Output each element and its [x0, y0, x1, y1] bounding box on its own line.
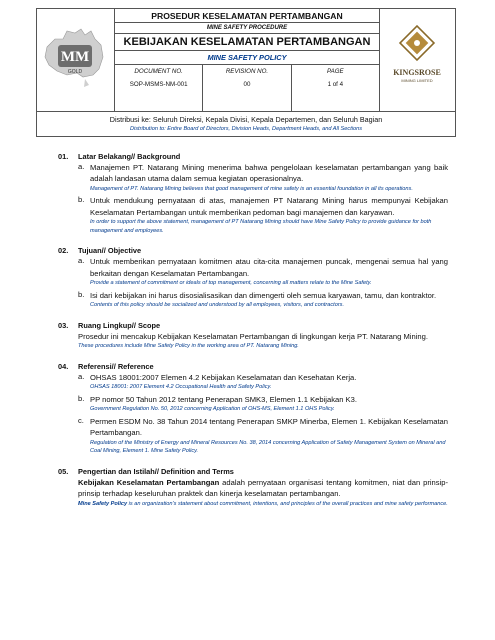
- procedure-subtitle: MINE SAFETY PROCEDURE: [115, 23, 379, 34]
- item-label: a.: [78, 162, 85, 171]
- list-item: [78, 394, 448, 414]
- definition-text-en: [78, 500, 448, 509]
- item-text-en: Management of PT. Natarang Mining believes that good management of mine safety is an essential foundation in all its operations.: [90, 185, 413, 192]
- distribution-text: Distribusi ke: Seluruh Direksi, Kepala Divisi, Kepala Departemen, dan Seluruh Bagian: [109, 115, 383, 124]
- list-item: [78, 256, 448, 287]
- item-label: a.: [78, 256, 85, 266]
- page-cell: [292, 65, 379, 111]
- document-info-row: [115, 65, 379, 111]
- policy-title: KEBIJAKAN KESELAMATAN PERTAMBANGAN: [115, 34, 379, 51]
- document-body: [58, 152, 448, 508]
- scope-text-en: These procedures include Mine Safety Policy in the working area of PT. Natarang Mining.: [78, 343, 299, 350]
- procedure-title: PROSEDUR KESELAMATAN PERTAMBANGAN: [115, 9, 379, 23]
- item-text: Untuk mendukung pernyataan di atas, manajemen PT Natarang Mining harus mempunyai Kebijakan Keselamatan Pertambangan untuk memberikan pedoman bagi manajemen dan karyawan.: [90, 196, 448, 217]
- scope-text: Prosedur ini mencakup Kebijakan Keselamatan Pertambangan di lingkungan kerja PT. Natarang Mining.: [78, 331, 428, 341]
- section-number: 02.: [58, 246, 69, 256]
- section-number: 04.: [58, 361, 69, 371]
- logo-left-sub: GOLD: [67, 69, 83, 75]
- item-text: Isi dari kebijakan ini harus disosialisasikan dan dimengerti oleh semua karyawan, tamu, dan kontraktor.: [90, 290, 437, 300]
- document-header: [36, 8, 456, 137]
- revision-no-value: 00: [243, 81, 251, 88]
- list-item: [78, 372, 448, 392]
- section-reference-heading: [58, 362, 448, 371]
- item-text-en: In order to support the above statement, management of PT Natarang Mining should have Mine Safety Policy to provide guidance for both management and employees.: [90, 219, 432, 234]
- item-text: Untuk memberikan pernyataan komitmen atau cita-cita manajemen puncak, mengenai semua hal yang berkaitan dengan Keselamatan Pertambangan.: [90, 257, 448, 278]
- logo-left-text: MM: [60, 49, 90, 65]
- distribution-block: [37, 111, 455, 138]
- item-label: c.: [78, 415, 84, 425]
- page-label: PAGE: [326, 68, 344, 75]
- section-title: Latar Belakang// Background: [78, 152, 181, 161]
- logo-right-text: KINGSROSE: [393, 68, 441, 77]
- item-text-en: OHSAS 18001: 2007 Element 4.2 Occupational Health and Safety Policy.: [90, 384, 272, 391]
- definition-body: adalah pernyataan organisasi tentang komitmen, niat dan prinsip-prinsip terhadap keseluruhan praktek dan kinerja keselamatan pertambangan.: [78, 477, 448, 499]
- document-no-cell: [115, 65, 203, 111]
- section-scope-heading: [58, 321, 448, 330]
- definition-text: [78, 477, 448, 500]
- logo-right-sub: MINING LIMITED: [401, 78, 433, 83]
- section-title: Ruang Lingkup// Scope: [78, 320, 161, 330]
- kingsrose-logo: [380, 9, 454, 109]
- item-label: a.: [78, 371, 85, 381]
- document-no-value: SOP-MSMS-NM-001: [129, 81, 188, 88]
- item-text: Manajemen PT. Natarang Mining menerima bahwa pengelolaan keselamatan pertambangan yang baik adalah landasan utama dalam semua kegiatan operasionalnya.: [90, 163, 448, 184]
- document-no-label: DOCUMENT NO.: [134, 68, 183, 75]
- definition-body-en: is an organization's statement about commitment, intentions, and principles of the overall practices and mine safety performance.: [127, 500, 448, 507]
- section-number: 01.: [58, 152, 69, 161]
- revision-no-label: REVISION NO.: [225, 68, 269, 75]
- item-text: OHSAS 18001:2007 Elemen 4.2 Kebijakan Keselamatan dan Kesehatan Kerja.: [90, 372, 357, 382]
- section-definition-heading: [58, 467, 448, 476]
- list-item: [78, 195, 448, 235]
- revision-no-cell: [203, 65, 291, 111]
- section-objective-heading: [58, 246, 448, 255]
- item-label: b.: [78, 289, 85, 299]
- item-text-en: Contents of this policy should be socialized and understood by all employees, visitors, and contractors.: [90, 302, 345, 309]
- list-item: [78, 162, 448, 193]
- item-text-en: Government Regulation No. 50, 2012 concerning Application of OHS-MS, Element 1.1 OHS Policy.: [90, 406, 335, 413]
- section-title: Pengertian dan Istilah// Definition and Terms: [78, 466, 234, 476]
- distribution-text-en: Distribution to: Entire Board of Directors, Division Heads, Department Heads, and All Sections: [129, 126, 363, 132]
- policy-subtitle: MINE SAFETY POLICY: [115, 51, 379, 65]
- item-text: PP nomor 50 Tahun 2012 tentang Penerapan SMK3, Elemen 1.1 Kebijakan K3.: [90, 394, 357, 404]
- list-item: [78, 416, 448, 456]
- item-text-en: Provide a statement of commitment or ideals of top management, concerning all matters relate to the Mine Safety.: [90, 280, 372, 287]
- section-title: Referensi// Reference: [78, 361, 154, 371]
- section-title: Tujuan// Objective: [78, 246, 142, 256]
- company-logo-right: [379, 9, 455, 111]
- item-label: b.: [78, 393, 85, 403]
- australia-map-logo: [37, 9, 113, 109]
- definition-term-en: Mine Safety Policy: [78, 500, 128, 507]
- definition-term: Kebijakan Keselamatan Pertambangan: [78, 477, 220, 487]
- item-text: Permen ESDM No. 38 Tahun 2014 tentang Penerapan SMKP Minerba, Elemen 1. Kebijakan Keselamatan Pertambangan.: [90, 416, 448, 438]
- list-item: [78, 290, 448, 310]
- company-logo-left: [37, 9, 115, 111]
- page-value: 1 of 4: [327, 81, 344, 88]
- section-number: 03.: [58, 320, 69, 330]
- section-number: 05.: [58, 466, 69, 476]
- section-background-heading: [58, 152, 448, 161]
- item-label: b.: [78, 195, 85, 205]
- item-text-en: Regulation of the Ministry of Energy and Mineral Resources No. 38, 2014 concerning Application of Safety Management System on Mineral and Coal Mining, Element 1. Mine Safety Policy.: [90, 439, 446, 455]
